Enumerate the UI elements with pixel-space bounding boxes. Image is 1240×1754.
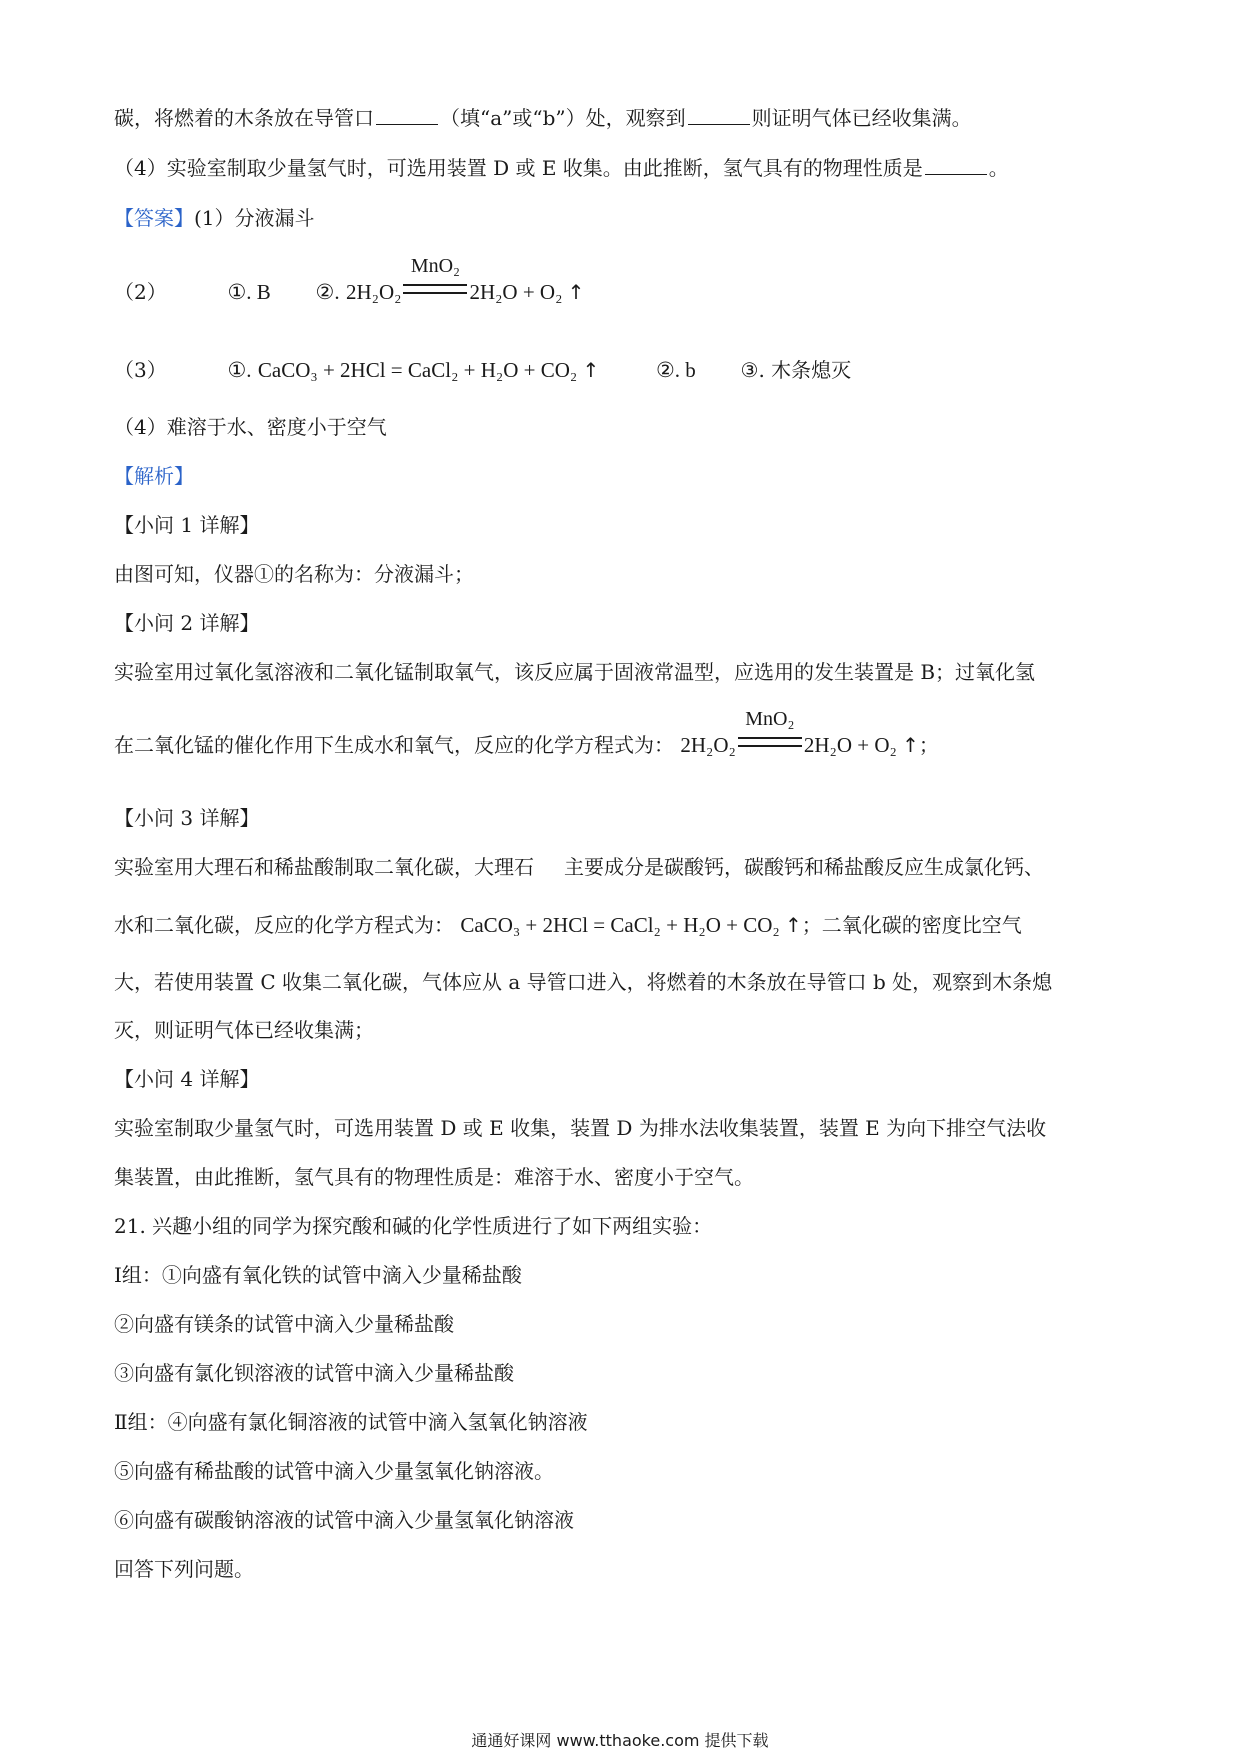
- subq3-text-1: 实验室用大理石和稀盐酸制取二氧化碳，大理石 主要成分是碳酸钙，碳酸钙和稀盐酸反应生成氯化钙、: [114, 855, 1044, 879]
- q21-group1-item2: ②向盛有镁条的试管中滴入少量稀盐酸: [114, 1312, 454, 1336]
- q21-group2-item3: ⑥向盛有碳酸钠溶液的试管中滴入少量氢氧化钠溶液: [114, 1508, 574, 1532]
- answer-line-1: 【答案】(1）分液漏斗: [114, 206, 315, 230]
- q21-intro: 21. 兴趣小组的同学为探究酸和碱的化学性质进行了如下两组实验：: [114, 1214, 713, 1238]
- gas-arrow-icon: ↑: [902, 733, 919, 757]
- subq1-heading: 【小问 1 详解】: [114, 513, 260, 537]
- q21-group2-item2: ⑤向盛有稀盐酸的试管中滴入少量氢氧化钠溶液。: [114, 1459, 554, 1483]
- q21-group1-item3: ③向盛有氯化钡溶液的试管中滴入少量稀盐酸: [114, 1361, 514, 1385]
- subq4-text-1: 实验室制取少量氢气时，可选用装置 D 或 E 收集，装置 D 为排水法收集装置，装置 E 为向下排空气法收: [114, 1116, 1047, 1140]
- analysis-tag: 【解析】: [114, 464, 194, 488]
- equation-h2o2: 2H₂O₂ MnO₂ 2H₂O + O₂ ↑: [345, 255, 585, 304]
- subq3-text-3: 大，若使用装置 C 收集二氧化碳，气体应从 a 导管口进入，将燃着的木条放在导管口 b 处，观察到木条熄: [114, 970, 1053, 994]
- subq1-text: 由图可知，仪器①的名称为：分液漏斗；: [114, 562, 474, 586]
- answer-line-3: （3） ①. CaCO₃ + 2HCl = CaCl₂ + H₂O + CO₂ ↑ ②. b ③. 木条熄灭: [114, 358, 852, 382]
- gas-arrow-icon: ↑: [784, 913, 802, 937]
- answer-line-4: （4）难溶于水、密度小于空气: [114, 415, 387, 439]
- subq3-heading: 【小问 3 详解】: [114, 806, 260, 830]
- subq4-heading: 【小问 4 详解】: [114, 1067, 260, 1091]
- q21-group2-item1: Ⅱ组：④向盛有氯化铜溶液的试管中滴入氢氧化钠溶液: [114, 1410, 588, 1434]
- subq4-text-2: 集装置，由此推断，氢气具有的物理性质是：难溶于水、密度小于空气。: [114, 1165, 754, 1189]
- q20-part4: （4）实验室制取少量氢气时，可选用装置 D 或 E 收集。由此推断，氢气具有的物理性质是 。: [114, 156, 1009, 180]
- equation-caco3: CaCO₃ + 2HCl = CaCl₂ + H₂O + CO₂ ↑: [460, 913, 802, 937]
- subq2-heading: 【小问 2 详解】: [114, 611, 260, 635]
- subq3-text-2: 水和二氧化碳，反应的化学方程式为： CaCO₃ + 2HCl = CaCl₂ + H₂O + CO₂ ↑；二氧化碳的密度比空气: [114, 913, 1022, 937]
- answer-tag: 【答案】: [114, 206, 194, 230]
- gas-arrow-icon: ↑: [582, 358, 600, 382]
- equation-caco3: CaCO₃ + 2HCl = CaCl₂ + H₂O + CO₂ ↑: [257, 358, 600, 382]
- answer-line-2: （2） ①. B ②. 2H₂O₂ MnO₂ 2H₂O + O₂ ↑: [114, 255, 585, 304]
- q21-ask: 回答下列问题。: [114, 1557, 254, 1581]
- q20-part3-tail: 碳，将燃着的木条放在导管口 （填“a”或“b”）处，观察到 则证明气体已经收集满。: [114, 106, 972, 130]
- catalyst-condition: MnO₂: [738, 731, 802, 759]
- answer-blank: [925, 156, 987, 175]
- equation-h2o2: 2H₂O₂ MnO₂ 2H₂O + O₂ ↑: [680, 708, 919, 757]
- answer-blank: [688, 106, 750, 125]
- catalyst-condition: MnO₂: [403, 278, 467, 306]
- subq2-text-2: 在二氧化锰的催化作用下生成水和氧气，反应的化学方程式为： 2H₂O₂ MnO₂ 2H₂O + O₂ ↑；: [114, 708, 939, 757]
- answer-blank: [376, 106, 438, 125]
- subq2-text-1: 实验室用过氧化氢溶液和二氧化锰制取氧气，该反应属于固液常温型，应选用的发生装置是 B；过氧化氢: [114, 660, 1036, 684]
- gas-arrow-icon: ↑: [567, 280, 585, 304]
- subq3-text-4: 灭，则证明气体已经收集满；: [114, 1018, 374, 1042]
- page-footer: 通通好课网 www.tthaoke.com 提供下载: [471, 1731, 769, 1750]
- q21-group1-item1: Ⅰ组：①向盛有氧化铁的试管中滴入少量稀盐酸: [114, 1263, 522, 1287]
